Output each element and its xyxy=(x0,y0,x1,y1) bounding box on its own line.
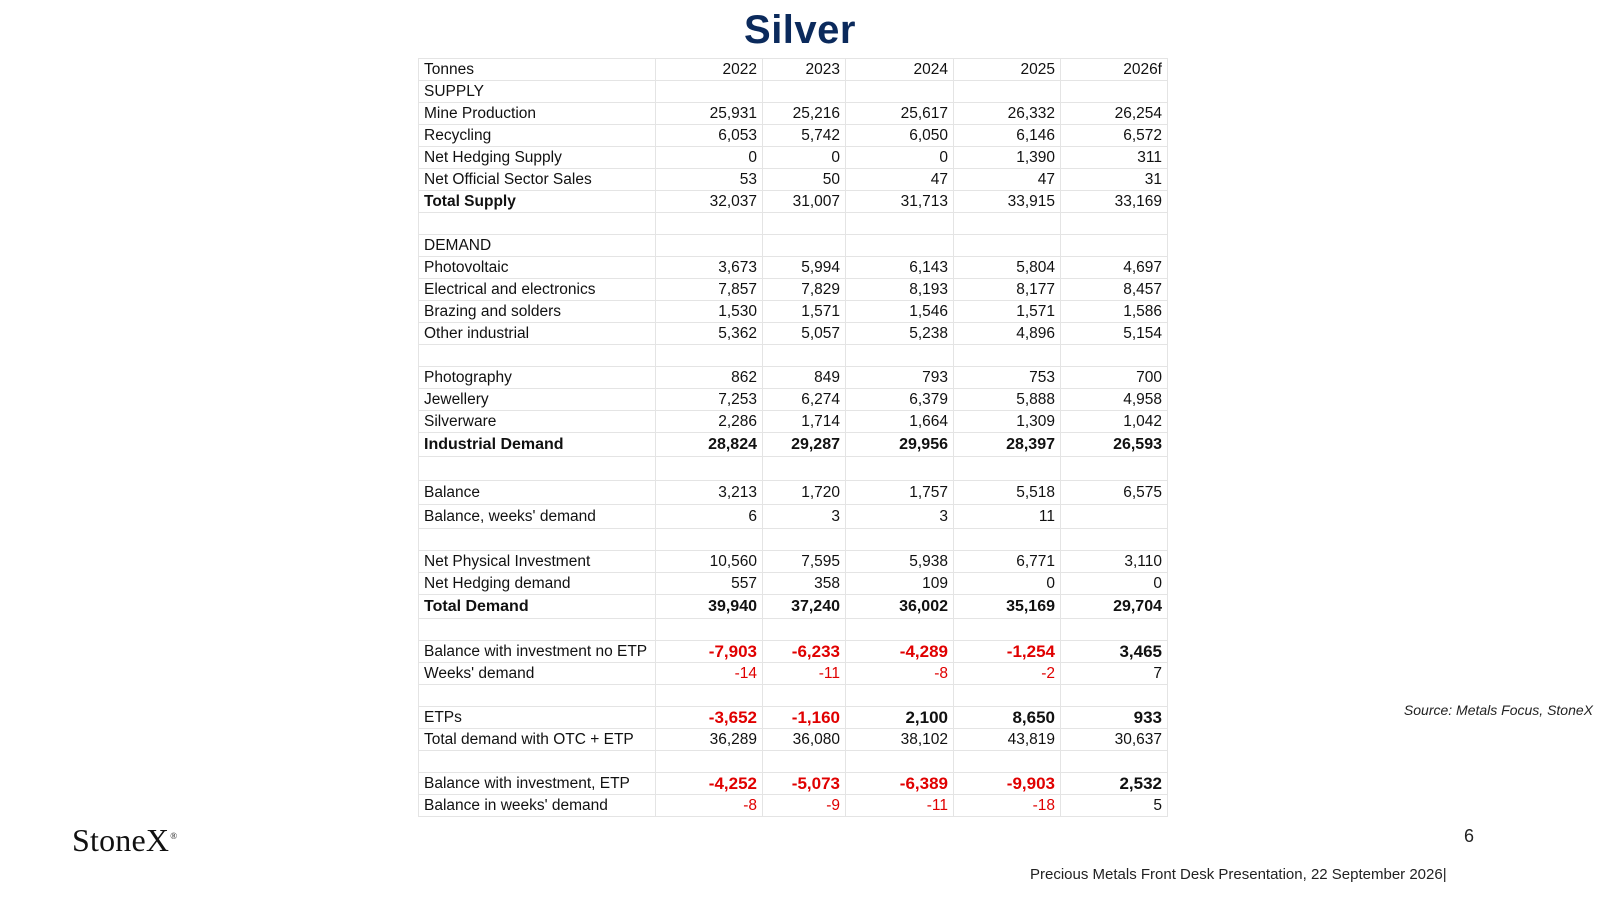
row-value: 3 xyxy=(763,505,846,529)
row-value xyxy=(954,685,1061,707)
row-value: -9,903 xyxy=(954,773,1061,795)
row-value: 862 xyxy=(656,367,763,389)
table-row xyxy=(419,457,1168,481)
row-value: 36,289 xyxy=(656,729,763,751)
row-value xyxy=(954,619,1061,641)
table-row xyxy=(419,411,1168,433)
row-value: 33,169 xyxy=(1061,191,1168,213)
row-value: 700 xyxy=(1061,367,1168,389)
row-value: 8,193 xyxy=(846,279,954,301)
row-value: 1,714 xyxy=(763,411,846,433)
row-value: 29,704 xyxy=(1061,595,1168,619)
row-value: -11 xyxy=(763,663,846,685)
row-value: 53 xyxy=(656,169,763,191)
table-row xyxy=(419,301,1168,323)
stonex-logo xyxy=(72,822,177,859)
row-value xyxy=(1061,81,1168,103)
row-value xyxy=(954,81,1061,103)
row-value: 933 xyxy=(1061,707,1168,729)
row-value: -6,389 xyxy=(846,773,954,795)
row-value: -2 xyxy=(954,663,1061,685)
row-value: 28,824 xyxy=(656,433,763,457)
row-value: 1,546 xyxy=(846,301,954,323)
row-value: 5,362 xyxy=(656,323,763,345)
row-value: 37,240 xyxy=(763,595,846,619)
row-value: 11 xyxy=(954,505,1061,529)
row-value: 0 xyxy=(954,573,1061,595)
row-value xyxy=(656,235,763,257)
table-row xyxy=(419,685,1168,707)
row-value: 7 xyxy=(1061,663,1168,685)
row-value xyxy=(656,457,763,481)
row-value: 7,595 xyxy=(763,551,846,573)
row-value xyxy=(763,81,846,103)
row-value: -6,233 xyxy=(763,641,846,663)
header-cell-2022: 2022 xyxy=(656,59,763,81)
table-row xyxy=(419,367,1168,389)
row-label: Other industrial xyxy=(419,323,656,345)
row-value: -3,652 xyxy=(656,707,763,729)
table-body xyxy=(419,81,1168,817)
row-value: 0 xyxy=(846,147,954,169)
row-value xyxy=(954,457,1061,481)
row-label: SUPPLY xyxy=(419,81,656,103)
row-value: 38,102 xyxy=(846,729,954,751)
row-value: 0 xyxy=(1061,573,1168,595)
header-cell-2023: 2023 xyxy=(763,59,846,81)
table-row xyxy=(419,573,1168,595)
row-value: 1,664 xyxy=(846,411,954,433)
row-value: 31,713 xyxy=(846,191,954,213)
row-value xyxy=(656,81,763,103)
row-label xyxy=(419,619,656,641)
row-value xyxy=(846,345,954,367)
table-row xyxy=(419,595,1168,619)
table-row xyxy=(419,551,1168,573)
row-value: 5,742 xyxy=(763,125,846,147)
row-label: Balance in weeks' demand xyxy=(419,795,656,817)
row-value xyxy=(1061,213,1168,235)
row-value: -14 xyxy=(656,663,763,685)
row-value: 31 xyxy=(1061,169,1168,191)
row-label: Balance xyxy=(419,481,656,505)
row-value: 43,819 xyxy=(954,729,1061,751)
row-value: 1,571 xyxy=(763,301,846,323)
table-row xyxy=(419,279,1168,301)
row-label: Silverware xyxy=(419,411,656,433)
row-value: 849 xyxy=(763,367,846,389)
row-value: 1,720 xyxy=(763,481,846,505)
row-value: 1,757 xyxy=(846,481,954,505)
table-row xyxy=(419,433,1168,457)
row-label xyxy=(419,345,656,367)
row-label: Balance with investment no ETP xyxy=(419,641,656,663)
row-value xyxy=(1061,505,1168,529)
row-label: Net Hedging demand xyxy=(419,573,656,595)
row-value: 6,575 xyxy=(1061,481,1168,505)
row-value: 1,571 xyxy=(954,301,1061,323)
row-value: 4,896 xyxy=(954,323,1061,345)
row-value: 47 xyxy=(846,169,954,191)
row-value: 557 xyxy=(656,573,763,595)
row-value: 47 xyxy=(954,169,1061,191)
row-value: 36,080 xyxy=(763,729,846,751)
row-value: 50 xyxy=(763,169,846,191)
row-label xyxy=(419,213,656,235)
table-row xyxy=(419,389,1168,411)
row-label: Mine Production xyxy=(419,103,656,125)
table-row xyxy=(419,529,1168,551)
row-value: 3,213 xyxy=(656,481,763,505)
row-value: 29,956 xyxy=(846,433,954,457)
row-value xyxy=(763,619,846,641)
row-label: Net Hedging Supply xyxy=(419,147,656,169)
row-value: 109 xyxy=(846,573,954,595)
row-value xyxy=(763,235,846,257)
table-row xyxy=(419,773,1168,795)
row-label xyxy=(419,457,656,481)
table-row xyxy=(419,481,1168,505)
row-value: 1,530 xyxy=(656,301,763,323)
row-value: 5,238 xyxy=(846,323,954,345)
table-row xyxy=(419,235,1168,257)
row-value: 26,593 xyxy=(1061,433,1168,457)
row-value: 0 xyxy=(763,147,846,169)
row-value: 4,958 xyxy=(1061,389,1168,411)
row-value: 25,617 xyxy=(846,103,954,125)
row-label: Total demand with OTC + ETP xyxy=(419,729,656,751)
row-value: 36,002 xyxy=(846,595,954,619)
row-value xyxy=(1061,457,1168,481)
table-row xyxy=(419,641,1168,663)
row-value: -8 xyxy=(846,663,954,685)
row-value: -1,160 xyxy=(763,707,846,729)
row-value: 10,560 xyxy=(656,551,763,573)
row-value xyxy=(846,685,954,707)
row-value: 2,100 xyxy=(846,707,954,729)
table-row xyxy=(419,505,1168,529)
header-cell-2026f: 2026f xyxy=(1061,59,1168,81)
row-value xyxy=(1061,529,1168,551)
row-label xyxy=(419,685,656,707)
table-row xyxy=(419,795,1168,817)
row-value: 1,309 xyxy=(954,411,1061,433)
row-value xyxy=(846,213,954,235)
row-label: Total Supply xyxy=(419,191,656,213)
table-row xyxy=(419,663,1168,685)
row-label: Net Physical Investment xyxy=(419,551,656,573)
row-value: -18 xyxy=(954,795,1061,817)
row-value: -4,252 xyxy=(656,773,763,795)
row-label xyxy=(419,529,656,551)
row-value: 30,637 xyxy=(1061,729,1168,751)
row-label: Weeks' demand xyxy=(419,663,656,685)
row-value xyxy=(656,685,763,707)
row-value xyxy=(763,685,846,707)
row-label: Recycling xyxy=(419,125,656,147)
row-value: 6,050 xyxy=(846,125,954,147)
row-value: 1,586 xyxy=(1061,301,1168,323)
row-value: 3,673 xyxy=(656,257,763,279)
row-value: 7,829 xyxy=(763,279,846,301)
table-row xyxy=(419,103,1168,125)
row-value: 3 xyxy=(846,505,954,529)
row-value xyxy=(846,751,954,773)
row-value: -7,903 xyxy=(656,641,763,663)
row-value: 6,771 xyxy=(954,551,1061,573)
row-value: 1,042 xyxy=(1061,411,1168,433)
row-value xyxy=(954,213,1061,235)
row-label: ETPs xyxy=(419,707,656,729)
row-label: Balance with investment, ETP xyxy=(419,773,656,795)
table-row xyxy=(419,751,1168,773)
row-value: 31,007 xyxy=(763,191,846,213)
row-value: 6,379 xyxy=(846,389,954,411)
row-value: 5,888 xyxy=(954,389,1061,411)
row-value: 25,931 xyxy=(656,103,763,125)
row-label: Photography xyxy=(419,367,656,389)
slide-title: Silver xyxy=(744,8,856,52)
row-value: -11 xyxy=(846,795,954,817)
table-row xyxy=(419,345,1168,367)
row-value: 311 xyxy=(1061,147,1168,169)
footer-text: Precious Metals Front Desk Presentation, 22 September 2026| xyxy=(1030,866,1447,883)
row-value: 793 xyxy=(846,367,954,389)
row-value: 25,216 xyxy=(763,103,846,125)
row-value: 8,177 xyxy=(954,279,1061,301)
row-value: -9 xyxy=(763,795,846,817)
row-value xyxy=(763,213,846,235)
row-value xyxy=(763,345,846,367)
row-value xyxy=(656,213,763,235)
row-value: 7,253 xyxy=(656,389,763,411)
row-value: 5,804 xyxy=(954,257,1061,279)
row-value: 5,057 xyxy=(763,323,846,345)
row-label: DEMAND xyxy=(419,235,656,257)
row-value: 8,457 xyxy=(1061,279,1168,301)
row-value xyxy=(954,345,1061,367)
table-row xyxy=(419,213,1168,235)
row-value: -8 xyxy=(656,795,763,817)
table-row xyxy=(419,619,1168,641)
row-value: 6,143 xyxy=(846,257,954,279)
row-value xyxy=(954,529,1061,551)
row-value xyxy=(1061,685,1168,707)
row-value: 3,110 xyxy=(1061,551,1168,573)
row-value: 6,053 xyxy=(656,125,763,147)
row-value: 6 xyxy=(656,505,763,529)
table-row xyxy=(419,707,1168,729)
row-value: 26,332 xyxy=(954,103,1061,125)
table-header-row xyxy=(419,59,1168,81)
row-value xyxy=(846,619,954,641)
row-value xyxy=(846,529,954,551)
row-value: 39,940 xyxy=(656,595,763,619)
row-value xyxy=(656,751,763,773)
row-label: Net Official Sector Sales xyxy=(419,169,656,191)
row-value xyxy=(1061,345,1168,367)
logo-text: StoneX xyxy=(72,822,170,858)
row-label: Industrial Demand xyxy=(419,433,656,457)
table-row xyxy=(419,191,1168,213)
row-value: 4,697 xyxy=(1061,257,1168,279)
row-value xyxy=(846,81,954,103)
table-row xyxy=(419,125,1168,147)
row-value: 5 xyxy=(1061,795,1168,817)
row-value: 6,572 xyxy=(1061,125,1168,147)
row-value xyxy=(846,235,954,257)
header-cell-2025: 2025 xyxy=(954,59,1061,81)
row-value: 6,274 xyxy=(763,389,846,411)
row-value: 28,397 xyxy=(954,433,1061,457)
row-label xyxy=(419,751,656,773)
row-value: 33,915 xyxy=(954,191,1061,213)
row-value: 3,465 xyxy=(1061,641,1168,663)
row-value xyxy=(1061,751,1168,773)
row-value: 32,037 xyxy=(656,191,763,213)
row-value: 5,938 xyxy=(846,551,954,573)
row-label: Total Demand xyxy=(419,595,656,619)
header-cell-2024: 2024 xyxy=(846,59,954,81)
row-value: 26,254 xyxy=(1061,103,1168,125)
row-value: 7,857 xyxy=(656,279,763,301)
row-value xyxy=(763,751,846,773)
row-value: 5,518 xyxy=(954,481,1061,505)
page-number: 6 xyxy=(1464,826,1475,846)
row-value: -5,073 xyxy=(763,773,846,795)
logo-registered-mark: ® xyxy=(170,831,178,842)
row-value xyxy=(1061,235,1168,257)
source-note: Source: Metals Focus, StoneX xyxy=(1403,702,1593,718)
table-row xyxy=(419,323,1168,345)
row-value: 2,532 xyxy=(1061,773,1168,795)
table-row xyxy=(419,147,1168,169)
row-value xyxy=(656,619,763,641)
row-value: 753 xyxy=(954,367,1061,389)
row-value xyxy=(763,457,846,481)
row-value: -4,289 xyxy=(846,641,954,663)
row-value xyxy=(656,345,763,367)
row-value: 2,286 xyxy=(656,411,763,433)
row-label: Jewellery xyxy=(419,389,656,411)
table-row xyxy=(419,81,1168,103)
row-label: Photovoltaic xyxy=(419,257,656,279)
row-value xyxy=(954,235,1061,257)
header-cell-tonnes: Tonnes xyxy=(419,59,656,81)
row-value: 358 xyxy=(763,573,846,595)
table-row xyxy=(419,169,1168,191)
row-value: 1,390 xyxy=(954,147,1061,169)
row-value xyxy=(656,529,763,551)
row-label: Electrical and electronics xyxy=(419,279,656,301)
row-value xyxy=(846,457,954,481)
row-value xyxy=(954,751,1061,773)
row-value: 5,994 xyxy=(763,257,846,279)
row-label: Brazing and solders xyxy=(419,301,656,323)
table-row xyxy=(419,257,1168,279)
row-value: 6,146 xyxy=(954,125,1061,147)
row-value xyxy=(763,529,846,551)
row-value: 0 xyxy=(656,147,763,169)
row-value xyxy=(1061,619,1168,641)
table-row xyxy=(419,729,1168,751)
row-value: 5,154 xyxy=(1061,323,1168,345)
row-value: 8,650 xyxy=(954,707,1061,729)
silver-balance-table xyxy=(418,58,1168,817)
row-value: -1,254 xyxy=(954,641,1061,663)
row-value: 35,169 xyxy=(954,595,1061,619)
row-value: 29,287 xyxy=(763,433,846,457)
row-label: Balance, weeks' demand xyxy=(419,505,656,529)
